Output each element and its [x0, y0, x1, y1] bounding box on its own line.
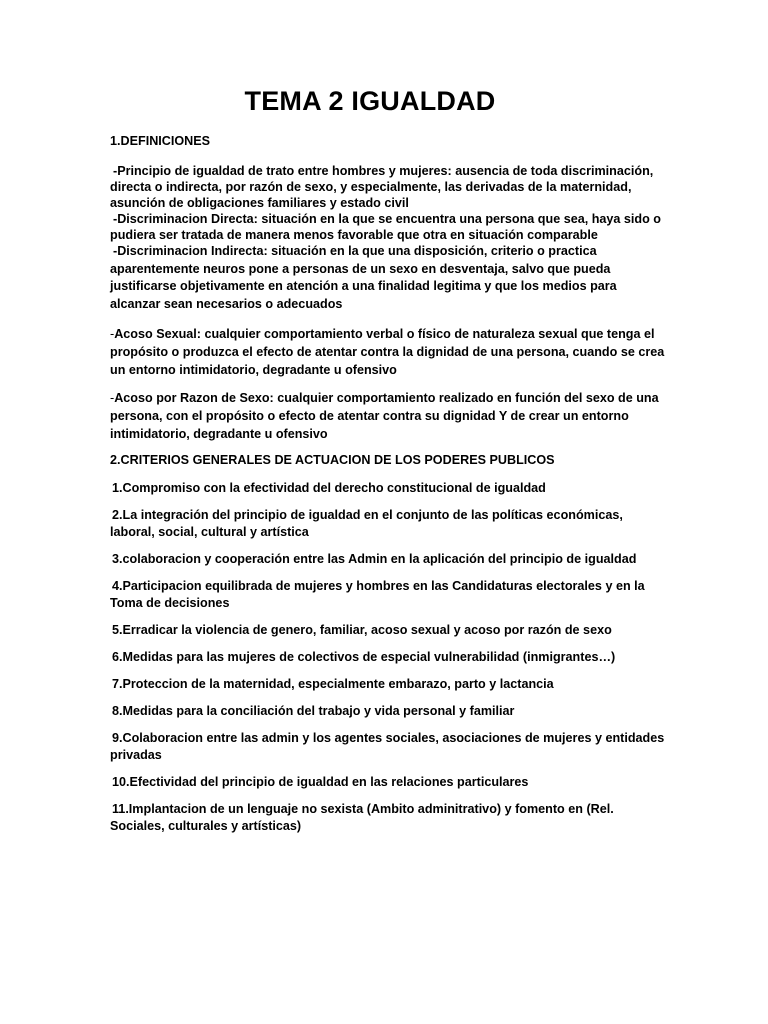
- definition-acoso-sexual: [110, 325, 670, 379]
- definition-igualdad-trato: -Principio de igualdad de trato entre hombres y mujeres: ausencia de toda discriminación, directa o indirecta, por razón de sexo, y especialmente, las derivadas de la maternidad, asunción de obligaciones familiares y estado civil: [110, 164, 654, 210]
- criterion-item: 6.Medidas para las mujeres de colectivos de especial vulnerabilidad (inmigrantes…): [112, 650, 616, 664]
- criterion-item: 5.Erradicar la violencia de genero, familiar, acoso sexual y acoso por razón de sexo: [112, 623, 612, 637]
- document-body: [110, 133, 670, 845]
- document-title: TEMA 2 IGUALDAD: [244, 86, 496, 116]
- definition-acoso-sexual-text: Acoso Sexual: cualquier comportamiento verbal o físico de naturaleza sexual que tenga el propósito o produzca el efecto de atentar contra la dignidad de una persona, cuando se crea un entorno intimidatorio, degradante u ofensivo: [110, 327, 665, 377]
- section-heading-criterios: 2.CRITERIOS GENERALES DE ACTUACION DE LOS PODERES PUBLICOS: [110, 453, 555, 467]
- criterion-item: 1.Compromiso con la efectividad del derecho constitucional de igualdad: [112, 481, 546, 495]
- criterion-item: 8.Medidas para la conciliación del trabajo y vida personal y familiar: [112, 704, 515, 718]
- definition-discriminacion-directa: -Discriminacion Directa: situación en la que se encuentra una persona que sea, haya sido o pudiera ser tratada de manera menos favorable que otra en situación comparable: [110, 212, 661, 242]
- definition-acoso-sexual-dash: -: [110, 327, 115, 341]
- criterion-item: 10.Efectividad del principio de igualdad en las relaciones particulares: [112, 775, 529, 789]
- definition-discriminacion-indirecta: -Discriminacion Indirecta: situación en la que una disposición, criterio o practica aparentemente neuros pone a personas de un sexo en desventaja, salvo que pueda justificarse objetivamente en atención a una finalidad legitima y que los medios para alcanzar sean necesarios o adecuados: [110, 244, 617, 311]
- criterion-item: 7.Proteccion de la maternidad, especialmente embarazo, parto y lactancia: [112, 677, 554, 691]
- definition-acoso-razon-sexo: [110, 389, 670, 443]
- criterion-item: 2.La integración del principio de igualdad en el conjunto de las políticas económicas, laboral, social, cultural y artística: [110, 508, 623, 539]
- criterion-item: 9.Colaboracion entre las admin y los agentes sociales, asociaciones de mujeres y entidades privadas: [110, 731, 665, 762]
- section-heading-definiciones: 1.DEFINICIONES: [110, 134, 211, 148]
- definitions-block: [110, 163, 670, 313]
- definition-acoso-razon-sexo-text: Acoso por Razon de Sexo: cualquier comportamiento realizado en función del sexo de una persona, con el propósito o efecto de atentar contra su dignidad Y de crear un entorno intimidatorio, degradante u ofensivo: [110, 391, 659, 441]
- criterion-item: 4.Participacion equilibrada de mujeres y hombres en las Candidaturas electorales y en la Toma de decisiones: [110, 579, 645, 610]
- criterion-item: 11.Implantacion de un lenguaje no sexista (Ambito adminitrativo) y fomento en (Rel. Sociales, culturales y artísticas): [110, 802, 614, 833]
- definition-acoso-razon-sexo-dash: -: [110, 391, 115, 405]
- criterion-item: 3.colaboracion y cooperación entre las Admin en la aplicación del principio de igualdad: [112, 552, 637, 566]
